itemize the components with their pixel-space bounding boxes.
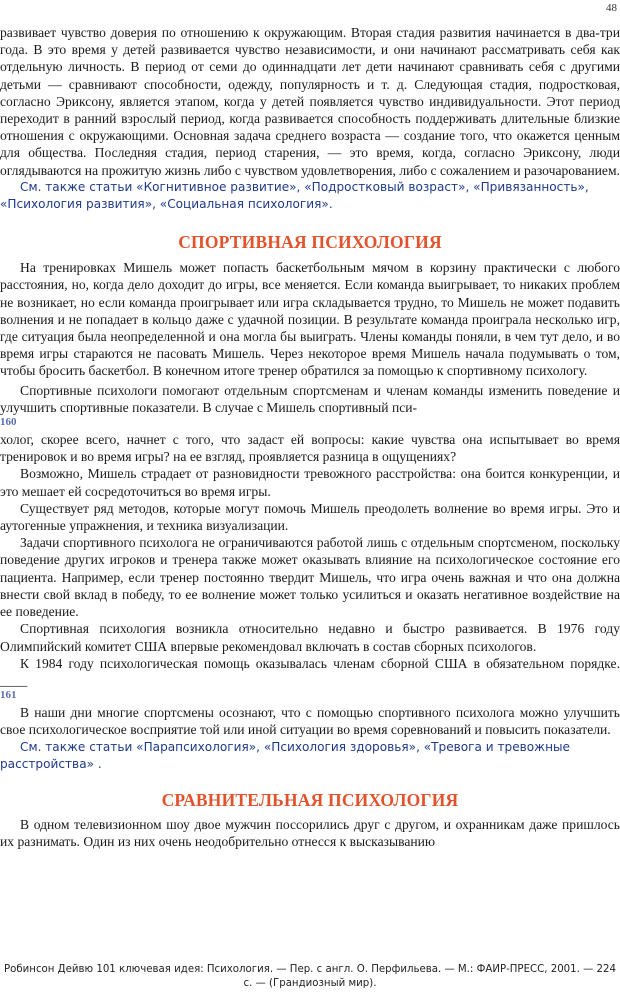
sport-paragraph-7: Спортивная психология возникла относительно недавно и быстро развивается. В 1976 году Олимпийский комитет США впервые рекомендовал включать в состав сборных психологов. — [0, 621, 620, 654]
sport-paragraph-2: Спортивные психологи помогают отдельным спортсменам и членам команды изменить поведение и улучшить спортивные показатели. В случае с Мишель спортивный пси- — [0, 382, 620, 415]
sport-paragraph-3: холог, скорее всего, начнет с того, что задаст ей вопросы: какие чувства она испытывает во время тренировок и во время игры? на ее взгляд, проявляется разница в ощущениях? — [0, 432, 620, 465]
sport-see-also[interactable]: См. также статьи «Парапсихология», «Психология здоровья», «Тревога и тревожные расстройства» . — [0, 739, 570, 771]
page-number: 48 — [606, 2, 617, 14]
sport-paragraph-8: К 1984 году психологическая помощь оказывалась членам сборной США в обязательном порядке. ____ — [0, 655, 620, 688]
section-title-sport-psychology: СПОРТИВНАЯ ПСИХОЛОГИЯ — [178, 232, 442, 253]
page-marker-160: 160 — [0, 416, 17, 429]
sport-paragraph-5: Существует ряд методов, которые могут помочь Мишель преодолеть волнение во время игры. Это и аутогенные упражнения, и техника визуализации. — [0, 500, 620, 534]
page-marker-161: 161 — [0, 689, 17, 702]
page-content — [0, 24, 620, 850]
comparative-paragraph-1: В одном телевизионном шоу двое мужчин поссорились друг с другом, и охранникам даже пришлось их разнимать. Один из них очень неодобрительно отнесся к высказыванию — [0, 816, 620, 850]
section-title-comparative-psychology: СРАВНИТЕЛЬНАЯ ПСИХОЛОГИЯ — [161, 789, 459, 810]
sport-paragraph-1: На тренировках Мишель может попасть баскетбольным мячом в корзину практически с любого расстояния, но, когда дело доходит до игры, все меняется. Если команда выигрывает, то никаких проблем не возникает, но если команда проигрывает или игра складывается трудно, то Мишель не может подавить волнения и не попадает в кольцо даже с удачной позиции. В результате команда проиграла несколько игр, где ситуация была неопределенной и она могла бы выиграть. Члены команды поняли, в чем тут дело, и во время игры стараются не пасовать Мишель. Через некоторое время Мишель начала подумывать о том, чтобы бросить баскетбол. В конечном итоге тренер обратился за помощью к спортивному психологу. — [0, 260, 620, 379]
intro-paragraph: развивает чувство доверия по отношению к окружающим. Вторая стадия развития начинается в два-три года. В это время у детей развивается чувство независимости, и они начинают рассматривать себя как отдельную личность. В период от семи до одиннадцати лет дети начинают сравнивать себя с другими детьми — сравнивают способности, одежду, популярность и т. д. Следующая стадия, подростковая, согласно Эриксону, является этапом, когда у детей появляется чувство индивидуальности. Этот период переходит в ранний взрослый период, когда развивается способность поддерживать длительные близкие отношения с окружающими. Основная задача среднего возраста — создание того, что окажется ценным для общества. Последняя стадия, период старения, — это время, когда, согласно Эриксону, люди оглядываются на прожитую жизнь либо с чувством удовлетворения, либо с сожалением и разочарованием. — [0, 25, 620, 178]
intro-see-also[interactable]: См. также статьи «Когнитивное развитие», «Подростковый возраст», «Привязанность», «Психология развития», «Социальная психология». — [0, 179, 589, 212]
sport-paragraph-6: Задачи спортивного психолога не ограничиваются работой лишь с отдельным спортсменом, поскольку поведение других игроков и тренера также может оказывать влияние на психологическое состояние его пациента. Например, если тренер постоянно твердит Мишель, что игра очень важная и что она должна внести свой вклад в победу, то ее волнение может только усилиться и оказать негативное воздействие на ее поведение. — [0, 535, 620, 620]
sport-paragraph-4: Возможно, Мишель страдает от разновидности тревожного расстройства: она боится конкуренции, и это мешает ей сосредоточиться во время игры. — [0, 466, 620, 499]
sport-paragraph-9: В наши дни многие спортсмены осознают, что с помощью спортивного психолога можно улучшить свое психологическое восприятие той или иной ситуации во время соревнований и повысить показатели. — [0, 705, 620, 738]
footer-citation: Робинсон Дейвю 101 ключевая идея: Психология. — Пер. с англ. О. Перфильева. — М.: ФАИР-ПРЕСС, 2001. — 224 с. — (Грандиозный мир). — [4, 964, 616, 989]
